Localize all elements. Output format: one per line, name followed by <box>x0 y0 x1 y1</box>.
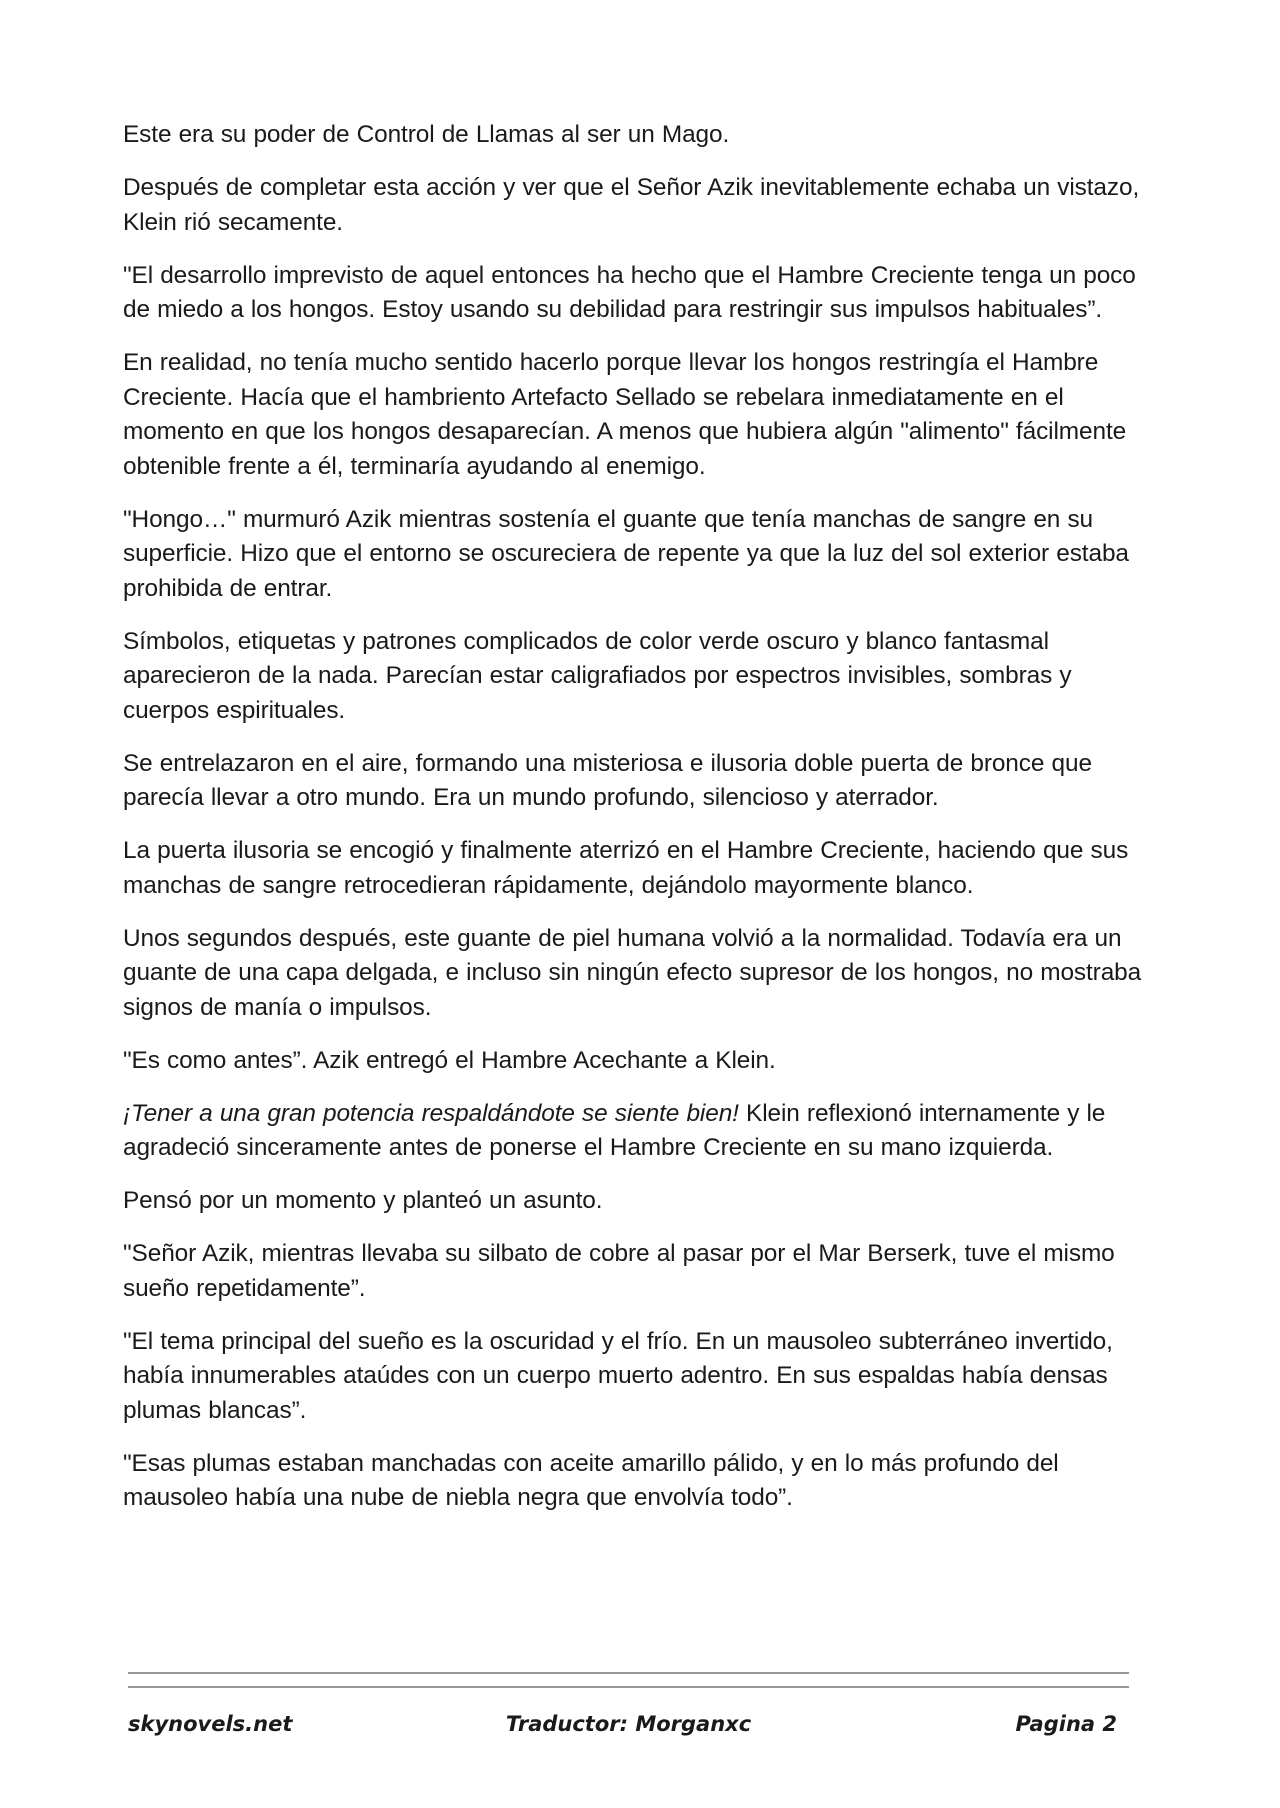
paragraph-4: En realidad, no tenía mucho sentido hacerlo porque llevar los hongos restringía el Hambre Creciente. Hacía que el hambriento Artefacto Sellado se rebelara inmediatamente en el momento en que los hongos desaparecían. A menos que hubiera algún "alimento" fácilmente obtenible frente a él, terminaría ayudando al enemigo. <box>123 349 1127 480</box>
footer-divider-top <box>128 1672 1129 1674</box>
paragraph-13: "Señor Azik, mientras llevaba su silbato de cobre al pasar por el Mar Berserk, tuve el mismo sueño repetidamente”. <box>123 1240 1115 1302</box>
footer-divider-bottom <box>128 1686 1129 1688</box>
paragraph-2: Después de completar esta acción y ver que el Señor Azik inevitablemente echaba un vistazo, Klein rió secamente. <box>123 174 1140 236</box>
paragraph-1: Este era su poder de Control de Llamas al ser un Mago. <box>123 121 730 148</box>
footer-site: skynovels.net <box>128 1712 293 1736</box>
paragraph-6: Símbolos, etiquetas y patrones complicados de color verde oscuro y blanco fantasmal aparecieron de la nada. Parecían estar caligrafiados por espectros invisibles, sombras y cuerpos espirituales. <box>123 627 1072 724</box>
body-text <box>123 118 1143 1534</box>
italic-thought: ¡Tener a una gran potencia respaldándote se siente bien! <box>123 1099 739 1127</box>
paragraph-8: La puerta ilusoria se encogió y finalmente aterrizó en el Hambre Creciente, haciendo que sus manchas de sangre retrocedieran rápidamente, dejándolo mayormente blanco. <box>123 837 1129 899</box>
paragraph-10: "Es como antes”. Azik entregó el Hambre Acechante a Klein. <box>123 1046 776 1074</box>
paragraph-11-text: Klein reflexionó internamente y le agradeció sinceramente antes de ponerse el Hambre Creciente en su mano izquierda. <box>123 1099 1106 1161</box>
paragraph-5: "Hongo…" murmuró Azik mientras sostenía el guante que tenía manchas de sangre en su superficie. Hizo que el entorno se oscureciera de repente ya que la luz del sol exterior estaba prohibida de entrar. <box>123 505 1129 602</box>
paragraph-3: "El desarrollo imprevisto de aquel entonces ha hecho que el Hambre Creciente tenga un poco de miedo a los hongos. Estoy usando su debilidad para restringir sus impulsos habituales”. <box>123 261 1136 323</box>
footer-translator: Traductor: Morganxc <box>505 1712 752 1736</box>
paragraph-15: "Esas plumas estaban manchadas con aceite amarillo pálido, y en lo más profundo del mausoleo había una nube de niebla negra que envolvía todo”. <box>123 1449 1059 1511</box>
paragraph-7: Se entrelazaron en el aire, formando una misteriosa e ilusoria doble puerta de bronce que parecía llevar a otro mundo. Era un mundo profundo, silencioso y aterrador. <box>123 749 1092 811</box>
paragraph-14: "El tema principal del sueño es la oscuridad y el frío. En un mausoleo subterráneo invertido, había innumerables ataúdes con un cuerpo muerto adentro. En sus espaldas había densas plumas blancas”. <box>123 1327 1113 1424</box>
page-footer <box>128 1712 1129 1748</box>
paragraph-11 <box>123 1097 1143 1166</box>
paragraph-12: Pensó por un momento y planteó un asunto. <box>123 1187 603 1214</box>
paragraph-9: Unos segundos después, este guante de piel humana volvió a la normalidad. Todavía era un guante de una capa delgada, e incluso sin ningún efecto supresor de los hongos, no mostraba signos de manía o impulsos. <box>123 924 1142 1021</box>
footer-page-number: Pagina 2 <box>1015 1712 1117 1736</box>
